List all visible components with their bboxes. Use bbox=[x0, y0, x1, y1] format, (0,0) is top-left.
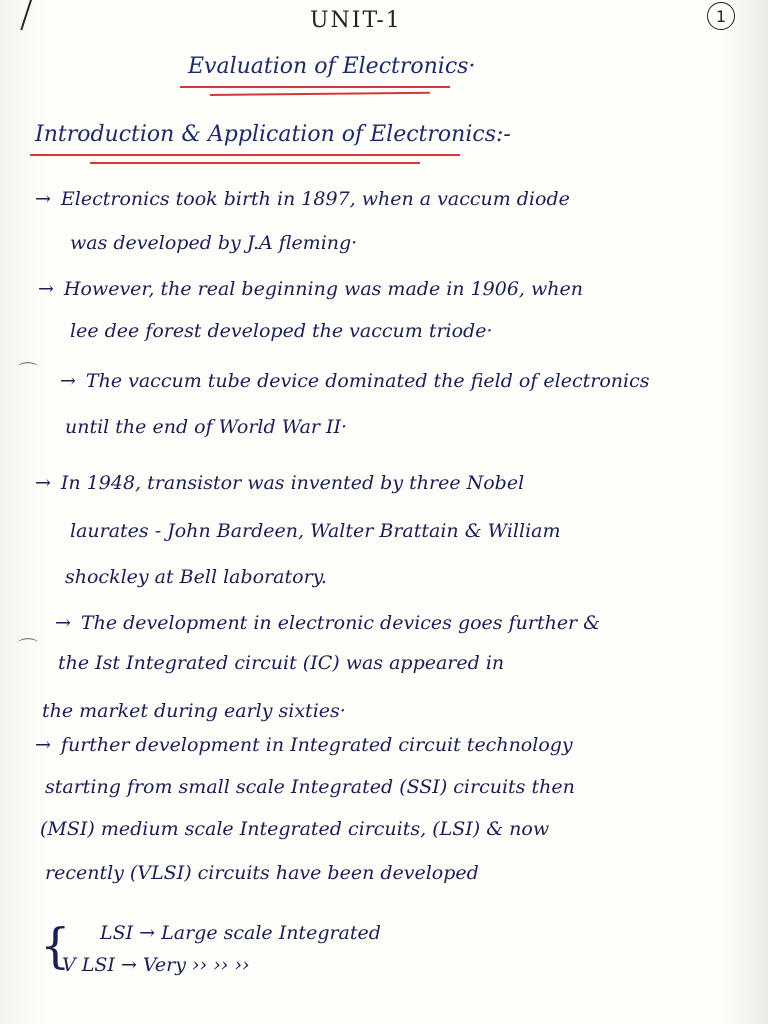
arrow-icon: → bbox=[35, 188, 51, 210]
note-line: → However, the real beginning was made in 1906, when bbox=[38, 278, 583, 300]
section-underline bbox=[30, 154, 460, 156]
note-line: → In 1948, transistor was invented by three Nobel bbox=[35, 472, 525, 494]
note-line: → The development in electronic devices goes further & bbox=[55, 612, 601, 634]
note-line: starting from small scale Integrated (SSI) circuits then bbox=[45, 776, 575, 798]
arrow-icon: → bbox=[55, 612, 71, 634]
abbreviation-line: V LSI → Very ›› ›› ›› bbox=[62, 954, 250, 976]
section-underline-2 bbox=[90, 162, 420, 164]
note-line: → Electronics took birth in 1897, when a vaccum diode bbox=[35, 188, 570, 210]
note-line: the market during early sixties· bbox=[42, 700, 346, 722]
page-corner-fold bbox=[0, 0, 32, 30]
note-line: recently (VLSI) circuits have been developed bbox=[45, 862, 479, 884]
note-line: laurates - John Bardeen, Walter Brattain & William bbox=[70, 520, 561, 542]
section-heading: Introduction & Application of Electronics:- bbox=[35, 122, 511, 147]
title-underline-2 bbox=[210, 92, 430, 96]
note-line: was developed by J.A fleming· bbox=[70, 232, 358, 254]
note-line: (MSI) medium scale Integrated circuits, (LSI) & now bbox=[40, 818, 550, 840]
arrow-icon: → bbox=[35, 734, 51, 756]
arrow-icon: → bbox=[38, 278, 54, 300]
page-number: 1 bbox=[707, 2, 735, 30]
note-line: → further development in Integrated circuit technology bbox=[35, 734, 573, 756]
arrow-icon: → bbox=[60, 370, 76, 392]
margin-tick-mark: ⌒ bbox=[18, 636, 38, 660]
curly-brace: { bbox=[40, 918, 71, 974]
unit-heading: UNIT-1 bbox=[310, 8, 402, 33]
abbreviation-line: LSI → Large scale Integrated bbox=[100, 922, 381, 944]
note-line: shockley at Bell laboratory. bbox=[65, 566, 327, 588]
margin-tick-mark: ⌒ bbox=[18, 360, 38, 384]
title-underline bbox=[180, 86, 450, 88]
note-line: lee dee forest developed the vaccum triode· bbox=[70, 320, 493, 342]
page-title: Evaluation of Electronics· bbox=[188, 54, 476, 79]
note-line: the Ist Integrated circuit (IC) was appeared in bbox=[58, 652, 505, 674]
arrow-icon: → bbox=[35, 472, 51, 494]
note-line: → The vaccum tube device dominated the field of electronics bbox=[60, 370, 650, 392]
note-line: until the end of World War II· bbox=[65, 416, 348, 438]
